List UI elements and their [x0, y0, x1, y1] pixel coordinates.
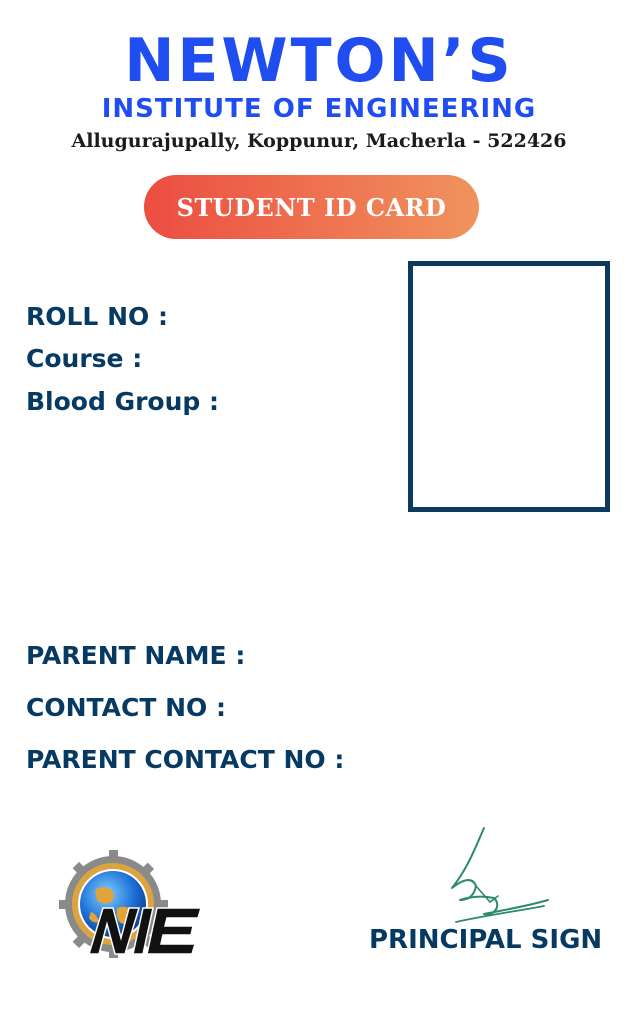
blood-group-label: Blood Group :: [26, 387, 219, 416]
institute-subtitle: INSTITUTE OF ENGINEERING: [101, 94, 537, 124]
student-id-card-badge: [144, 175, 479, 239]
principal-signature-icon: [432, 826, 552, 926]
parent-contact-no-label: PARENT CONTACT NO :: [26, 745, 345, 774]
photo-placeholder: [408, 261, 610, 512]
course-label: Course :: [26, 344, 143, 373]
contact-no-label: CONTACT NO :: [26, 693, 226, 722]
roll-no-label: ROLL NO :: [26, 302, 168, 331]
principal-sign-label: PRINCIPAL SIGN: [369, 925, 603, 955]
college-logo-icon: [55, 850, 215, 962]
institute-name: NEWTON’S: [124, 26, 514, 96]
institute-address: Allugurajupally, Koppunur, Macherla - 522426: [71, 130, 567, 152]
student-id-card-label: STUDENT ID CARD: [176, 192, 447, 222]
parent-name-label: PARENT NAME :: [26, 641, 246, 670]
